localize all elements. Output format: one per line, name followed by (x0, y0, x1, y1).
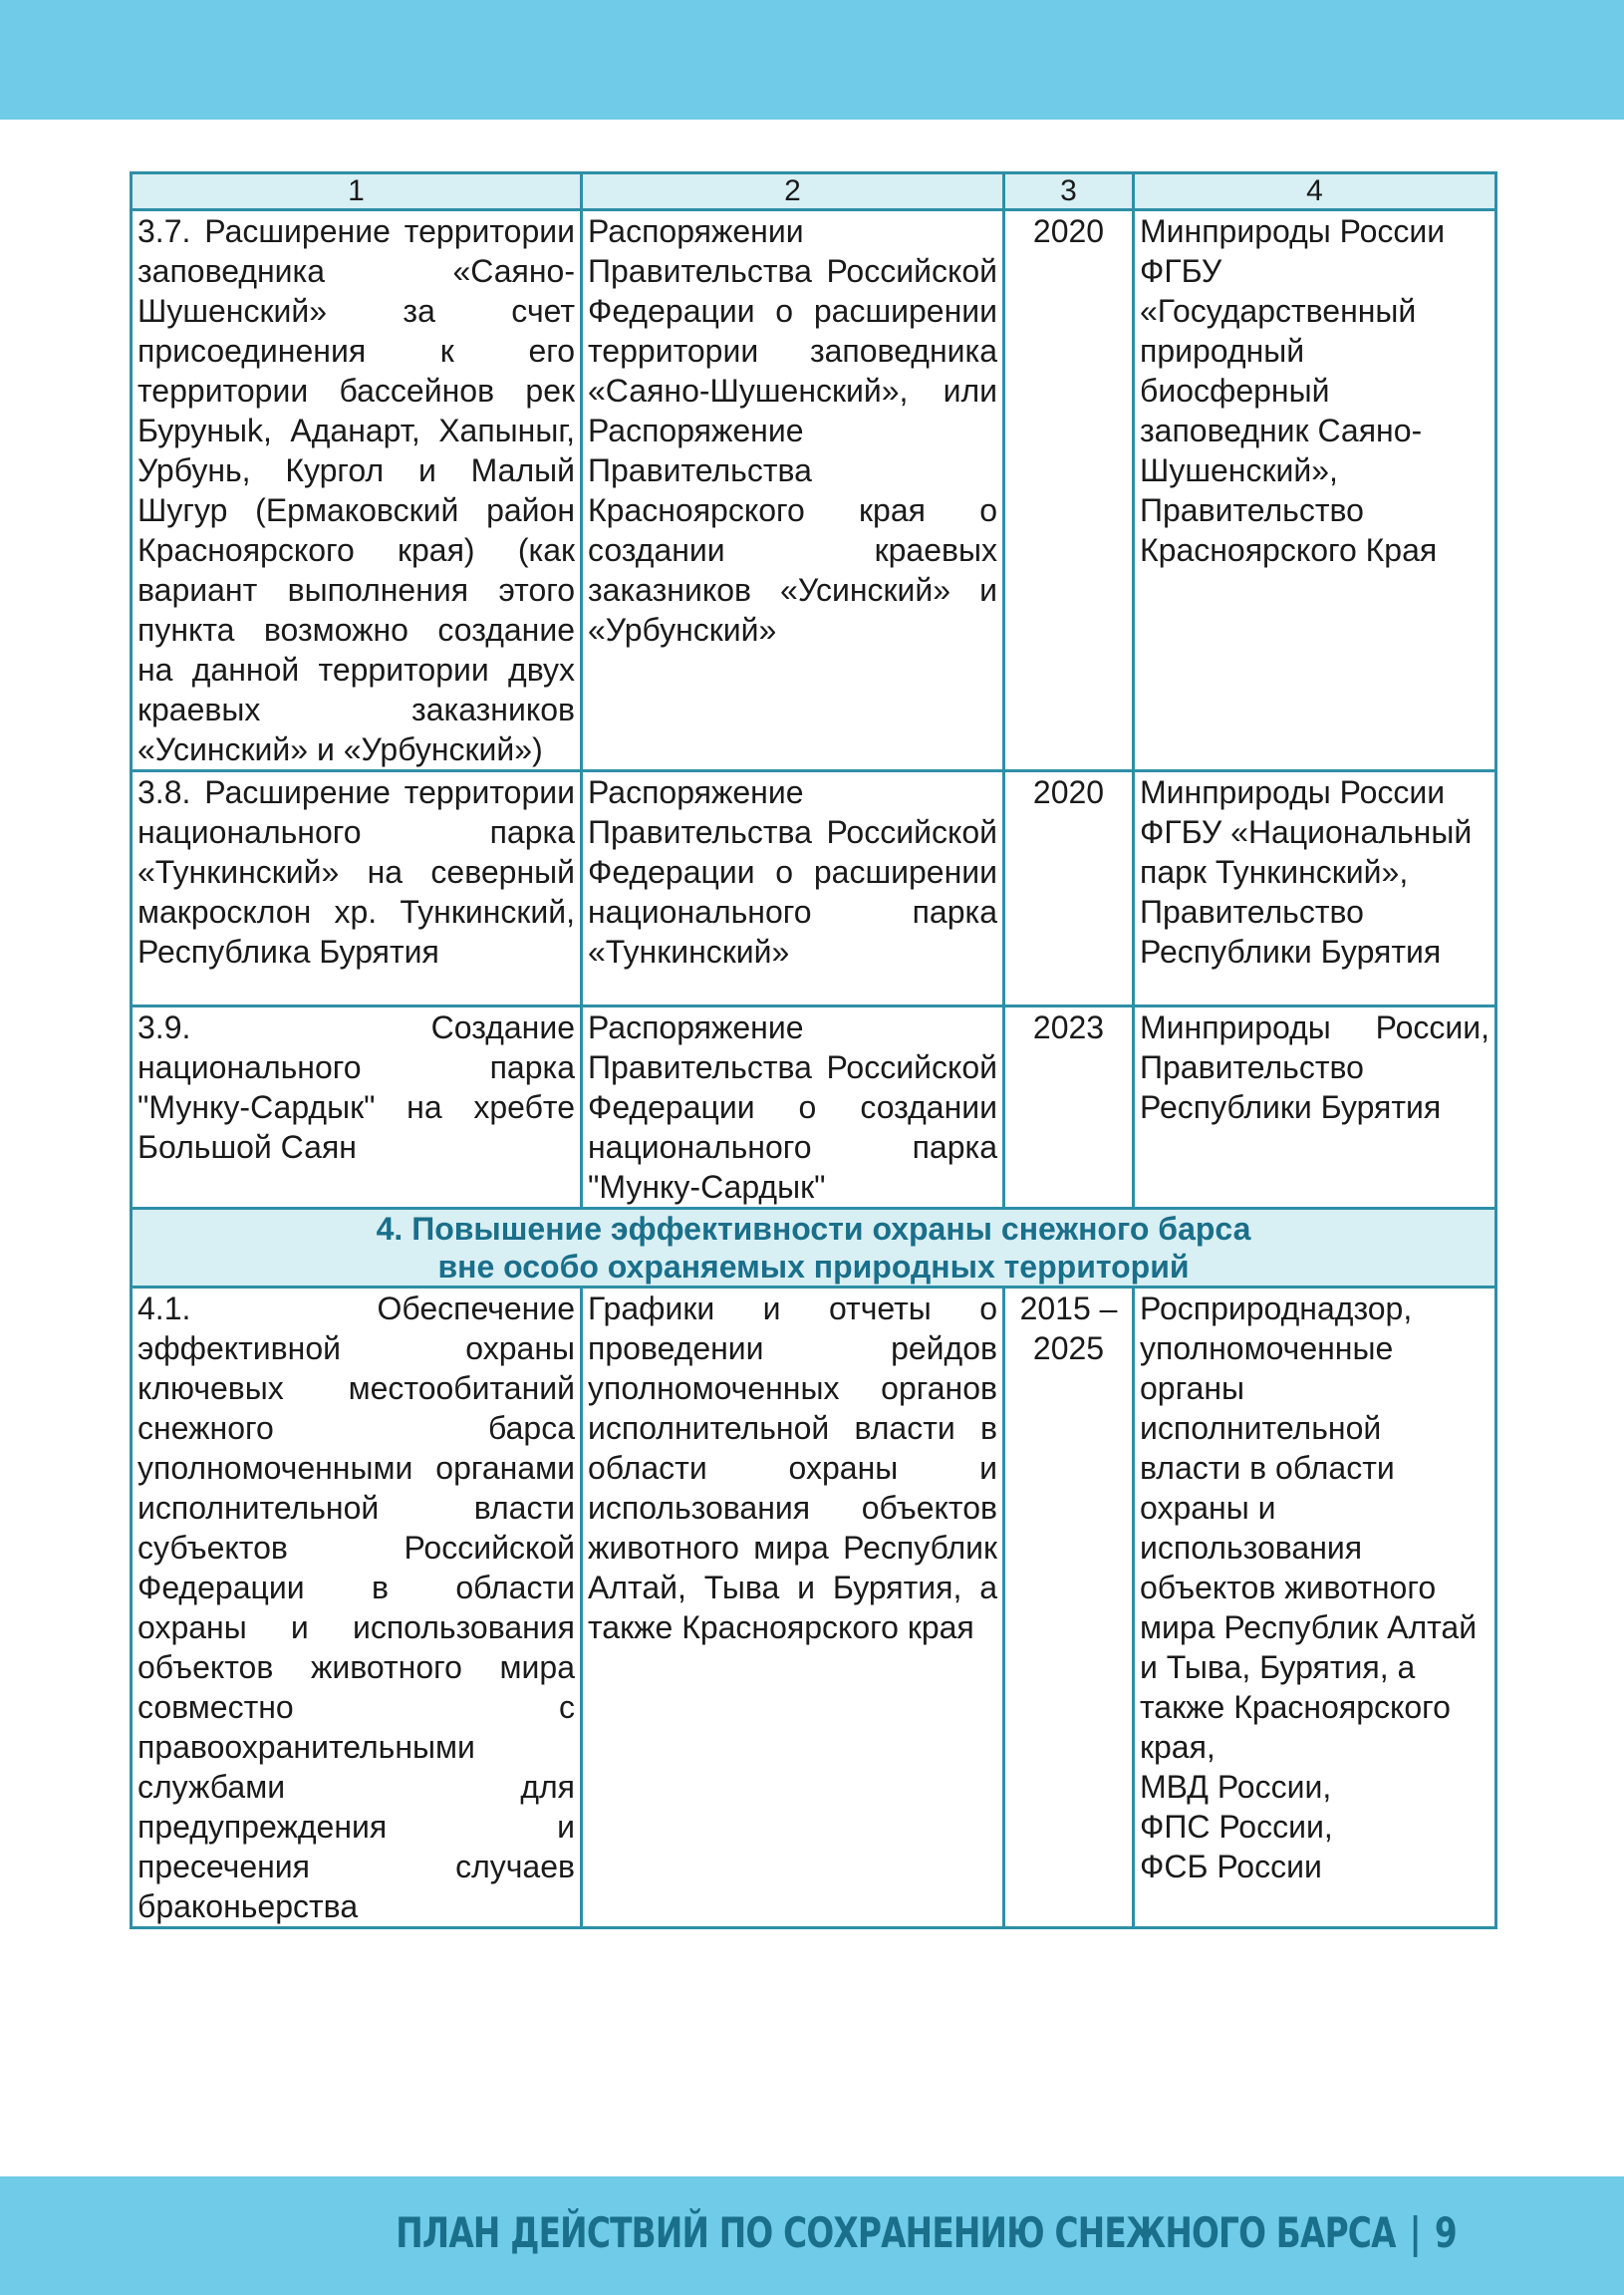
action-cell: 3.7. Расширение территории заповедника «Саяно-Шушенский» за счет присоединения к его территории бассейнов рек Буруныk, Аданарт, Хапыныг, Урбунь, Кургол и Малый Шугур (Ермаковский район Красноярского края) (как вариант выполнения этого пункта возможно создание на данной территории двух краевых заказников «Усинский» и «Урбунский») (132, 210, 582, 771)
action-plan-table (130, 171, 1497, 1929)
column-header-3: 3 (1004, 173, 1134, 210)
page-number: 9 (1434, 2208, 1457, 2257)
section-heading-line-1: 4. Повышение эффективности охраны снежного барса (376, 1211, 1251, 1247)
table-row (132, 1006, 1496, 1209)
column-header-4: 4 (1134, 173, 1496, 210)
footer-separator: | (1409, 2208, 1421, 2257)
responsible-cell: Минприроды России ФГБУ «Государственный природный биосферный заповедник Саяно-Шушенский», Правительство Красноярского Края (1134, 210, 1496, 771)
action-cell: 3.8. Расширение территории национального парка «Тункинский» на северный макросклон хр. Тункинский, Республика Бурятия (132, 771, 582, 1006)
action-cell: 3.9. Создание национального парка "Мунку-Сардык" на хребте Большой Саян (132, 1006, 582, 1209)
page-footer (396, 2208, 1457, 2257)
table-row (132, 771, 1496, 1006)
table-header-row (132, 173, 1496, 210)
action-cell: 4.1. Обеспечение эффективной охраны ключевых местообитаний снежного барса уполномоченными органами исполнительной власти субъектов Российской Федерации в области охраны и использования объектов животного мира совместно с правоохранительными службами для предупреждения и пресечения случаев браконьерства (132, 1288, 582, 1928)
footer-title: ПЛАН ДЕЙСТВИЙ ПО СОХРАНЕНИЮ СНЕЖНОГО БАРСА (396, 2208, 1396, 2257)
year-cell: 2023 (1004, 1006, 1134, 1209)
column-header-2: 2 (582, 173, 1004, 210)
document-cell: Распоряжение Правительства Российской Федерации о расширении национального парка «Тункинский» (582, 771, 1004, 1006)
table-row (132, 1288, 1496, 1928)
table-row (132, 210, 1496, 771)
year-cell: 2020 (1004, 210, 1134, 771)
top-decorative-band (0, 0, 1624, 120)
section-heading-line-2: вне особо охраняемых природных территорий (437, 1249, 1190, 1285)
section-heading-row (132, 1209, 1496, 1288)
document-cell: Графики и отчеты о проведении рейдов уполномоченных органов исполнительной власти в области охраны и использования объектов животного мира Республик Алтай, Тыва и Бурятия, а также Красноярского края (582, 1288, 1004, 1928)
year-cell: 2015 – 2025 (1004, 1288, 1134, 1928)
year-cell: 2020 (1004, 771, 1134, 1006)
document-cell: Распоряжение Правительства Российской Федерации о создании национального парка "Мунку-Сардык" (582, 1006, 1004, 1209)
document-cell: Распоряжении Правительства Российской Федерации о расширении территории заповедника «Саяно-Шушенский», или Распоряжение Правительства Красноярского края о создании краевых заказников «Усинский» и «Урбунский» (582, 210, 1004, 771)
responsible-cell: Минприроды России, Правительство Республики Бурятия (1134, 1006, 1496, 1209)
responsible-cell: Минприроды России ФГБУ «Национальный парк Тункинский», Правительство Республики Бурятия (1134, 771, 1496, 1006)
responsible-cell: Росприроднадзор, уполномоченные органы исполнительной власти в области охраны и использования объектов животного мира Республик Алтай и Тыва, Бурятия, а также Красноярского края, МВД России, ФПС России, ФСБ России (1134, 1288, 1496, 1928)
column-header-1: 1 (132, 173, 582, 210)
section-heading (132, 1209, 1496, 1288)
